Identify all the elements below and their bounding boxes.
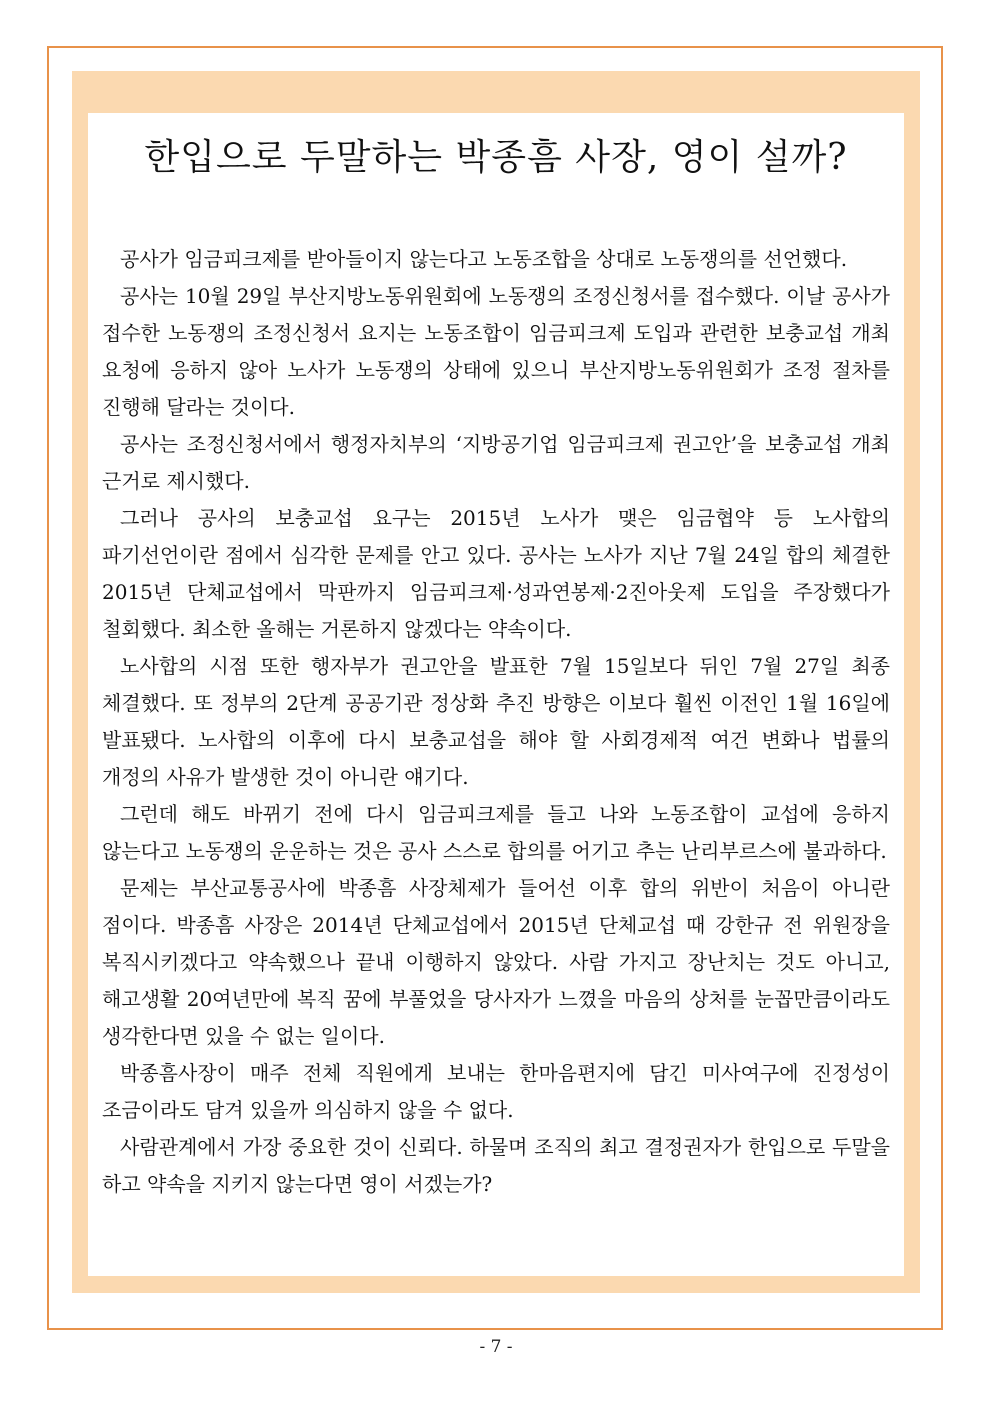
paragraph-1: 공사가 임금피크제를 받아들이지 않는다고 노동조합을 상대로 노동쟁의를 선언했다.: [120, 247, 848, 271]
paragraph-8: 박종흠사장이 매주 전체 직원에게 보내는 한마음편지에 담긴 미사여구에 진정성이 조금이라도 담겨 있을까 의심하지 않을 수 없다.: [102, 1061, 890, 1122]
paragraph-4: 그러나 공사의 보충교섭 요구는 2015년 노사가 맺은 임금협약 등 노사합의 파기선언이란 점에서 심각한 문제를 안고 있다. 공사는 노사가 지난 7월 24일 합의 체결한 2015년 단체교섭에서 막판까지 임금피크제·성과연봉제·2진아웃제 도입을 주장했다가 철회했다. 최소한 올해는 거론하지 않겠다는 약속이다.: [102, 506, 890, 641]
paragraph-5: 노사합의 시점 또한 행자부가 권고안을 발표한 7월 15일보다 뒤인 7월 27일 최종 체결했다. 또 정부의 2단계 공공기관 정상화 추진 방향은 이보다 훨씬 이전인 1월 16일에 발표됐다. 노사합의 이후에 다시 보충교섭을 해야 할 사회경제적 여건 변화나 법률의 개정의 사유가 발생한 것이 아니란 얘기다.: [102, 654, 890, 789]
article-title: 한입으로 두말하는 박종흠 사장, 영이 설까?: [144, 137, 848, 178]
article-body: [102, 241, 890, 1203]
paragraph-2: 공사는 10월 29일 부산지방노동위원회에 노동쟁의 조정신청서를 접수했다. 이날 공사가 접수한 노동쟁의 조정신청서 요지는 노동조합이 임금피크제 도입과 관련한 보충교섭 개최 요청에 응하지 않아 노사가 노동쟁의 상태에 있으니 부산지방노동위원회가 조정 절차를 진행해 달라는 것이다.: [102, 284, 890, 419]
paragraph-6: 그런데 해도 바뀌기 전에 다시 임금피크제를 들고 나와 노동조합이 교섭에 응하지 않는다고 노동쟁의 운운하는 것은 공사 스스로 합의를 어기고 추는 난리부르스에 불과하다.: [102, 802, 890, 863]
article-box: [88, 113, 904, 1276]
paragraph-3: 공사는 조정신청서에서 행정자치부의 ‘지방공기업 임금피크제 권고안’을 보충교섭 개최 근거로 제시했다.: [102, 432, 890, 493]
paragraph-9: 사람관계에서 가장 중요한 것이 신뢰다. 하물며 조직의 최고 결정권자가 한입으로 두말을 하고 약속을 지키지 않는다면 영이 서겠는가?: [102, 1135, 890, 1196]
paragraph-7: 문제는 부산교통공사에 박종흠 사장체제가 들어선 이후 합의 위반이 처음이 아니란 점이다. 박종흠 사장은 2014년 단체교섭에서 2015년 단체교섭 때 강한규 전 위원장을 복직시키겠다고 약속했으나 끝내 이행하지 않았다. 사람 가지고 장난치는 것도 아니고, 해고생활 20여년만에 복직 꿈에 부풀었을 당사자가 느꼈을 마음의 상처를 눈꼽만큼이라도 생각한다면 있을 수 없는 일이다.: [102, 876, 890, 1048]
page-number: - 7 -: [479, 1337, 513, 1357]
